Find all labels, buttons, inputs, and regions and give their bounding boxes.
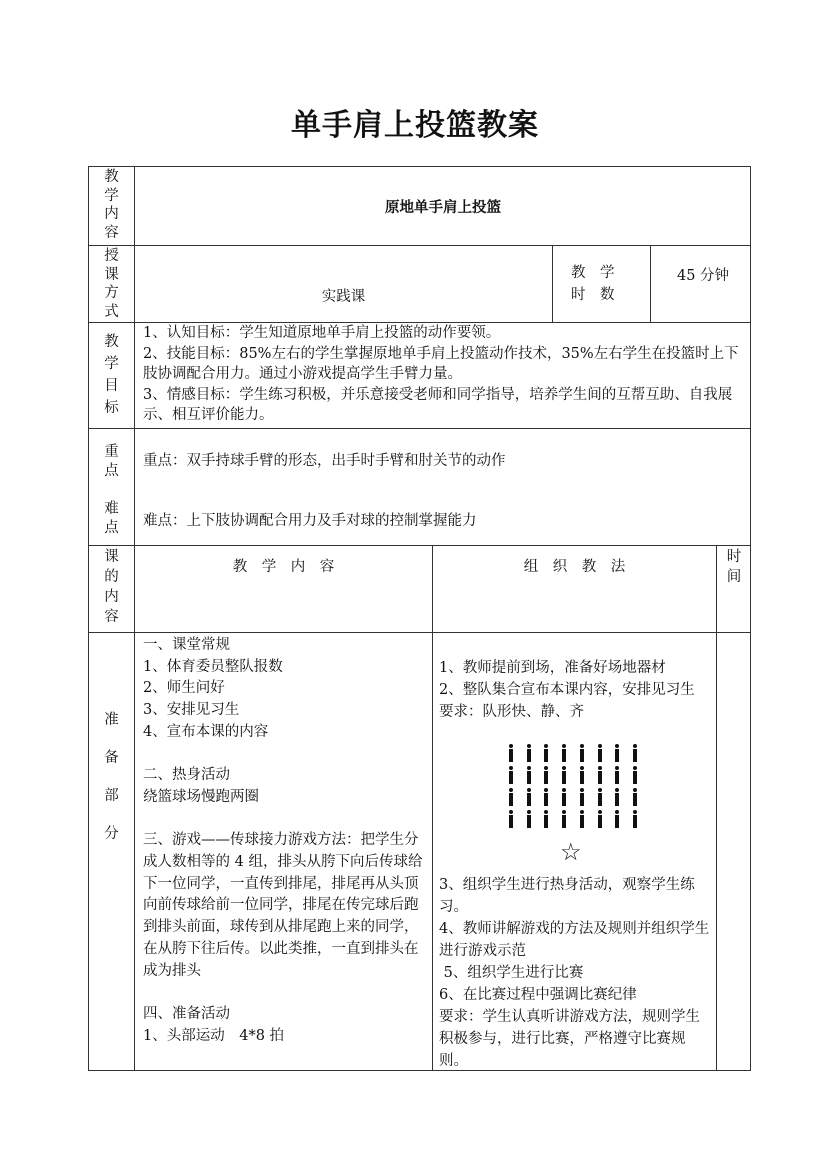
header-time: 时 间 [716,545,751,632]
document-title: 单手肩上投篮教案 [291,108,539,143]
label-class-hours: 教 学 时 数 [552,245,650,322]
key-difficult-cell [134,428,751,545]
student-icon [526,766,532,784]
student-icon [579,766,585,784]
student-icon [526,788,532,806]
difficulty-text: 难点：上下肢协调配合用力及手对球的控制掌握能力 [143,513,477,529]
label-teaching-goals: 教 学 目 标 [88,322,134,428]
label-key-difficult: 重 点 难 点 [88,428,134,545]
student-icon [614,810,620,828]
student-icon [508,810,514,828]
student-icon [597,766,603,784]
student-icon [632,744,638,762]
student-icon [526,744,532,762]
key-point-text: 重点：双手持球手臂的形态，出手时手臂和肘关节的动作 [143,453,506,469]
student-icon [597,788,603,806]
student-icon [543,766,549,784]
student-icon [579,788,585,806]
organization-text-top: 1、教师提前到场，准备好场地器材 2、整队集合宣布本课内容，安排见习生 要求：队形快、静、齐 [439,660,695,720]
student-icon [632,766,638,784]
student-icon [508,766,514,784]
teacher-star-icon: ☆ [560,838,582,866]
label-teaching-content: 教 学 内 容 [88,166,134,245]
student-icon [614,788,620,806]
preparation-time-cell [716,632,751,1071]
teaching-content-value: 原地单手肩上投篮 [134,166,751,245]
label-preparation-part: 准 备 部 分 [88,632,134,1071]
student-icon [543,788,549,806]
organization-text-bottom: 3、组织学生进行热身活动，观察学生练习。 4、教师讲解游戏的方法及规则并组织学生进行游戏示范 5、组织学生进行比赛 6、在比赛过程中强调比赛纪律 要求：学生认真听讲游戏方法，规则学生积极参与，进行比赛，严格遵守比赛规则。 [439,877,710,1069]
student-icon [561,810,567,828]
label-lesson-content: 课 的 内 容 [88,545,134,632]
formation-diagram [508,744,638,830]
student-icon [508,744,514,762]
student-icon [632,810,638,828]
preparation-content-text: 一、课堂常规 1、体育委员整队报数 2、师生问好 3、安排见习生 4、宣布本课的内容 二、热身活动 绕篮球场慢跑两圈 三、游戏——传球接力游戏方法：把学生分成人数相等的 4 组，排头从胯下向后传球给下一位同学，一直传到排尾，排尾再从头顶向前传球给前一位同学，排尾在传完球后跑到排头前面，球传到从排尾跑上来的同学，在从胯下往后传。以此类推，一直到排头在成为排头 四、准备活动 1、头部运动 4*8 拍 [134,632,432,1071]
header-teaching-content: 教 学 内 容 [134,545,432,632]
student-icon [526,810,532,828]
class-hours-value: 45 分钟 [650,245,751,322]
student-icon [508,788,514,806]
student-icon [543,744,549,762]
student-icon [561,788,567,806]
student-icon [579,744,585,762]
header-organization-method: 组 织 教 法 [432,545,716,632]
student-icon [579,810,585,828]
student-icon [543,810,549,828]
student-icon [614,766,620,784]
student-icon [597,810,603,828]
label-teaching-method: 授 课 方 式 [88,245,134,322]
teaching-goals-text: 1、认知目标：学生知道原地单手肩上投篮的动作要领。 2、技能目标：85%左右的学生掌握原地单手肩上投篮动作技术，35%左右学生在投篮时上下肢协调配合用力。通过小游戏提高学生手臂力量。 3、情感目标：学生练习积极，并乐意接受老师和同学指导，培养学生间的互帮互助、自我展示、相互评价能力。 [134,322,751,428]
student-icon [614,744,620,762]
student-icon [561,766,567,784]
student-icon [561,744,567,762]
student-icon [597,744,603,762]
teaching-method-value: 实践课 [134,245,552,322]
student-icon [632,788,638,806]
